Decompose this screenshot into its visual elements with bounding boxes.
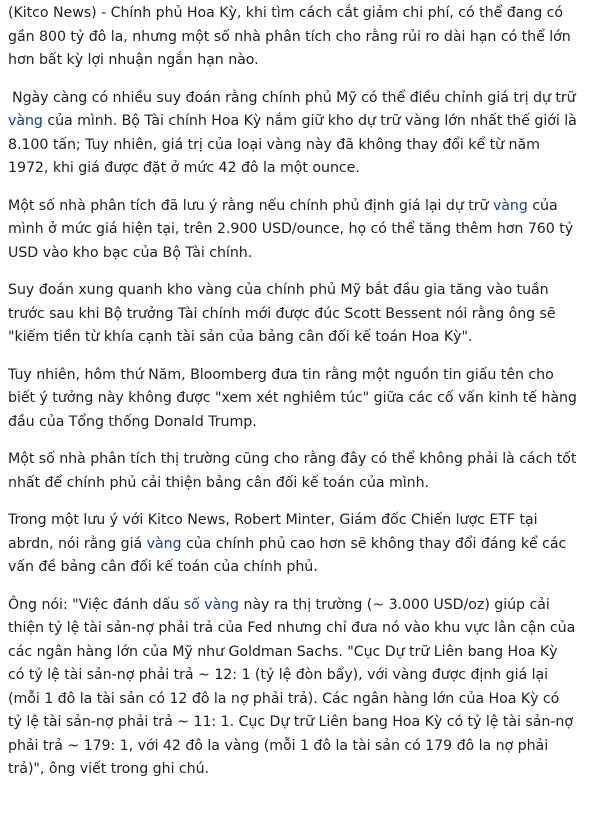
paragraph-text: Ông nói: "Việc đánh dấu	[8, 596, 184, 613]
paragraph-text: Suy đoán xung quanh kho vàng của chính phủ Mỹ bắt đầu gia tăng vào tuần trước sau khi Bộ trưởng Tài chính mới được đúc Scott Bessent nói rằng ông sẽ "kiếm tiền từ khía cạnh tài sản của bảng cân đối kế toán Hoa Kỳ".	[8, 282, 556, 345]
paragraph-text: Một số nhà phân tích đã lưu ý rằng nếu chính phủ định giá lại dự trữ	[8, 197, 493, 214]
gold-keyword-link[interactable]: vàng	[492, 197, 528, 214]
gold-keyword-link[interactable]: vàng	[146, 535, 182, 552]
gold-keyword-link[interactable]: vàng	[8, 113, 43, 129]
paragraph-bessent	[8, 279, 577, 350]
paragraph-minter	[8, 509, 577, 580]
paragraph-text: Trong một lưu ý với Kitco News, Robert Minter, Giám đốc Chiến lược ETF tại abrdn, nói rằng giá	[8, 512, 538, 552]
paragraph-text: Tuy nhiên, hôm thứ Năm, Bloomberg đưa tin rằng một nguồn tin giấu tên cho biết ý tưởng này không được "xem xét nghiêm túc" giữa các cố vấn kinh tế hàng đầu của Tổng thống Donald Trump.	[8, 366, 577, 430]
paragraph-bloomberg	[8, 364, 577, 435]
paragraph-speculation	[8, 87, 577, 181]
paragraph-intro	[8, 2, 577, 73]
paragraph-text: (Kitco News) - Chính phủ Hoa Kỳ, khi tìm cách cắt giảm chi phí, có thể đang có gần 800 tỷ đô la, nhưng một số nhà phân tích cho rằng rủi ro dài hạn có thể lớn hơn bất kỳ lợi nhuận ngắn hạn nào.	[8, 5, 571, 68]
gold-amount-keyword-link[interactable]: số vàng	[183, 596, 240, 613]
paragraph-text: của chính phủ cao hơn sẽ không thay đổi đáng kể các vấn đề bảng cân đối kế toán của chính phủ.	[8, 535, 567, 575]
paragraph-text: Một số nhà phân tích thị trường cũng cho rằng đây có thể không phải là cách tốt nhất để chính phủ cải thiện bảng cân đối kế toán của mình.	[8, 451, 577, 491]
paragraph-revaluation	[8, 195, 577, 266]
paragraph-text: của mình ở mức giá hiện tại, trên 2.900 USD/ounce, họ có thể tăng thêm hơn 760 tỷ USD vào kho bạc của Bộ Tài chính.	[8, 197, 574, 261]
paragraph-analysts	[8, 448, 577, 495]
paragraph-text: Ngày càng có nhiều suy đoán rằng chính phủ Mỹ có thể điều chỉnh giá trị dự trữ	[12, 89, 576, 106]
paragraph-text: của mình. Bộ Tài chính Hoa Kỳ nắm giữ kho dự trữ vàng lớn nhất thế giới là 8.100 tấn; Tuy nhiên, giá trị của loại vàng này đã không thay đổi kể từ năm 1972, khi giá được đặt ở mức 42 đô la một ounce.	[8, 113, 577, 176]
paragraph-text: này ra thị trường (~ 3.000 USD/oz) giúp cải thiện tỷ lệ tài sản-nợ phải trả của Fed nhưng chỉ đưa nó vào khu vực lân cận của các ngân hàng lớn của Mỹ như Goldman Sachs. "Cục Dự trữ Liên bang Hoa Kỳ có tỷ lệ tài sản-nợ phải trả ~ 12: 1 (tỷ lệ đòn bẩy), với vàng được định giá lại (mỗi 1 đô la tài sản có 12 đô la nợ phải trả). Các ngân hàng lớn của Hoa Kỳ có tỷ lệ tài sản-nợ phải trả ~ 11: 1. Cục Dự trữ Liên bang Hoa Kỳ có tỷ lệ tài sản-nợ phải trả ~ 179: 1, với 42 đô la vàng (mỗi 1 đô la tài sản có 179 đô la nợ phải trả)", ông viết trong ghi chú.	[8, 596, 576, 777]
paragraph-quote	[8, 594, 577, 782]
